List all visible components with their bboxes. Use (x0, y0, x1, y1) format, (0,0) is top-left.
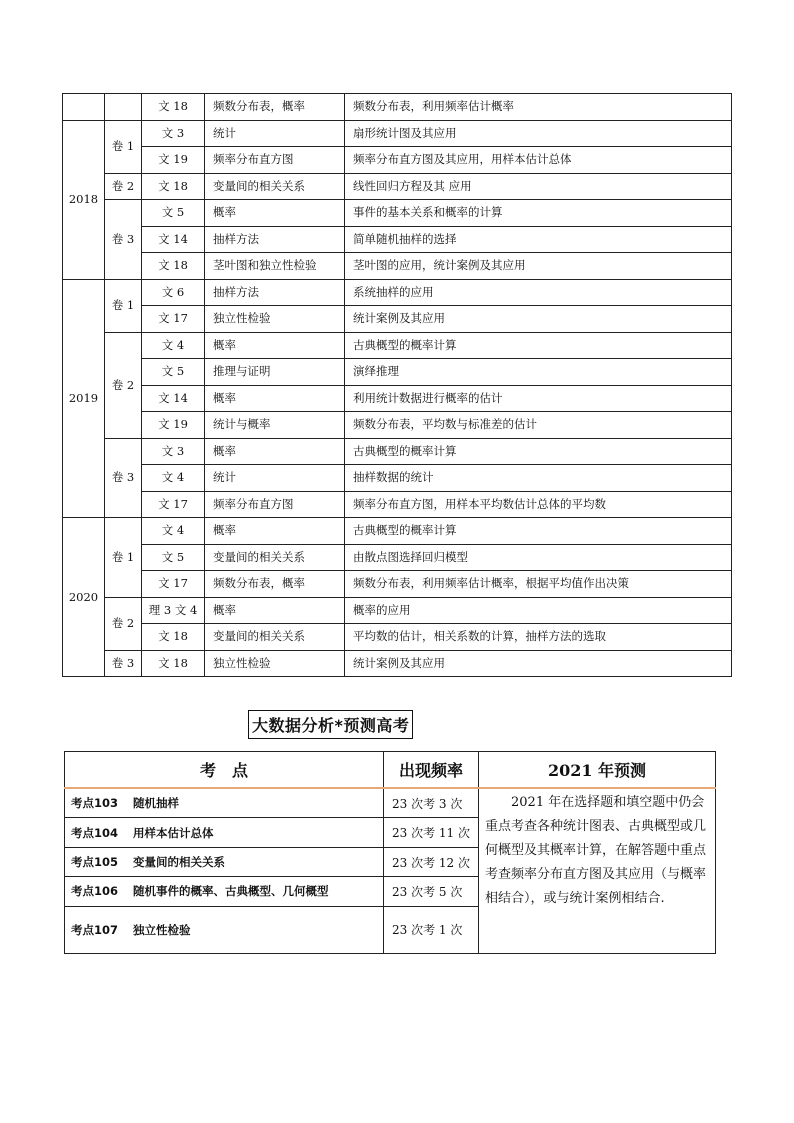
year-cell: 2018 (63, 120, 105, 279)
table-row (63, 465, 732, 492)
topic-cell: 变量间的相关关系 (205, 173, 345, 200)
table-row (63, 200, 732, 227)
paper-cell: 卷 3 (105, 200, 142, 280)
paper-cell: 卷 1 (105, 279, 142, 332)
question-cell: 文 3 (142, 438, 205, 465)
topic-cell: 概率 (205, 597, 345, 624)
topic-cell: 频率分布直方图 (205, 491, 345, 518)
header-prediction: 2021 年预测 (479, 752, 716, 789)
question-cell: 文 18 (142, 94, 205, 121)
forecast-table (64, 751, 716, 954)
content-cell: 抽样数据的统计 (345, 465, 732, 492)
paper-cell: 卷 2 (105, 597, 142, 650)
exam-history-table (62, 93, 732, 677)
frequency-cell: 23 次考 3 次 (384, 788, 479, 818)
content-cell: 系统抽样的应用 (345, 279, 732, 306)
frequency-cell: 23 次考 5 次 (384, 877, 479, 906)
table-row (63, 147, 732, 174)
table-row (63, 385, 732, 412)
topic-cell: 概率 (205, 518, 345, 545)
topic-cell: 统计与概率 (205, 412, 345, 439)
content-cell: 线性回归方程及其 应用 (345, 173, 732, 200)
question-cell: 文 6 (142, 279, 205, 306)
table-row (63, 491, 732, 518)
question-cell: 文 17 (142, 491, 205, 518)
content-cell: 古典概型的概率计算 (345, 518, 732, 545)
question-cell: 文 5 (142, 200, 205, 227)
question-cell: 文 5 (142, 359, 205, 386)
table-row (63, 624, 732, 651)
table-row (63, 518, 732, 545)
topic-cell: 变量间的相关关系 (205, 624, 345, 651)
question-cell: 文 18 (142, 624, 205, 651)
kaodian-name: 随机事件的概率、古典概型、几何概型 (133, 884, 329, 899)
content-cell: 古典概型的概率计算 (345, 438, 732, 465)
content-cell: 统计案例及其应用 (345, 650, 732, 677)
topic-cell: 统计 (205, 120, 345, 147)
topic-cell: 概率 (205, 332, 345, 359)
kaodian-code: 考点107 (71, 922, 119, 937)
topic-cell: 频数分布表，概率 (205, 94, 345, 121)
table-header-row (65, 752, 716, 789)
table-row (63, 332, 732, 359)
table-row (63, 412, 732, 439)
table-row (63, 120, 732, 147)
kaodian-name: 独立性检验 (133, 922, 191, 937)
year-cell: 2019 (63, 279, 105, 518)
content-cell: 频率分布直方图，用样本平均数估计总体的平均数 (345, 491, 732, 518)
question-cell: 文 5 (142, 544, 205, 571)
table-row (63, 279, 732, 306)
paper-cell: 卷 1 (105, 518, 142, 598)
content-cell: 概率的应用 (345, 597, 732, 624)
table-row (65, 788, 716, 818)
question-cell: 文 18 (142, 650, 205, 677)
topic-cell: 概率 (205, 438, 345, 465)
paper-cell: 卷 2 (105, 332, 142, 438)
kaodian-cell (65, 818, 384, 847)
content-cell: 频率分布直方图及其应用，用样本估计总体 (345, 147, 732, 174)
table-row (63, 544, 732, 571)
question-cell: 文 18 (142, 173, 205, 200)
question-cell: 文 4 (142, 465, 205, 492)
question-cell: 文 18 (142, 253, 205, 280)
question-cell: 文 17 (142, 306, 205, 333)
question-cell: 文 3 (142, 120, 205, 147)
content-cell: 茎叶图的应用，统计案例及其应用 (345, 253, 732, 280)
topic-cell: 统计 (205, 465, 345, 492)
content-cell: 由散点图选择回归模型 (345, 544, 732, 571)
kaodian-cell (65, 788, 384, 818)
topic-cell: 推理与证明 (205, 359, 345, 386)
paper-cell: 卷 3 (105, 650, 142, 677)
content-cell: 演绎推理 (345, 359, 732, 386)
content-cell: 频数分布表，利用频率估计概率，根据平均值作出决策 (345, 571, 732, 598)
topic-cell: 概率 (205, 385, 345, 412)
topic-cell: 频率分布直方图 (205, 147, 345, 174)
question-cell: 文 4 (142, 332, 205, 359)
kaodian-name: 用样本估计总体 (133, 825, 214, 840)
kaodian-cell (65, 877, 384, 906)
table-row (63, 650, 732, 677)
question-cell: 文 14 (142, 385, 205, 412)
kaodian-code: 考点103 (71, 796, 119, 811)
paper-cell (105, 94, 142, 121)
paper-cell: 卷 1 (105, 120, 142, 173)
content-cell: 事件的基本关系和概率的计算 (345, 200, 732, 227)
table-row (63, 94, 732, 121)
topic-cell: 独立性检验 (205, 306, 345, 333)
frequency-cell: 23 次考 11 次 (384, 818, 479, 847)
topic-cell: 频数分布表，概率 (205, 571, 345, 598)
topic-cell: 茎叶图和独立性检验 (205, 253, 345, 280)
content-cell: 频数分布表，平均数与标准差的估计 (345, 412, 732, 439)
header-frequency: 出现频率 (384, 752, 479, 789)
content-cell: 扇形统计图及其应用 (345, 120, 732, 147)
topic-cell: 变量间的相关关系 (205, 544, 345, 571)
content-cell: 古典概型的概率计算 (345, 332, 732, 359)
topic-cell: 独立性检验 (205, 650, 345, 677)
paper-cell: 卷 2 (105, 173, 142, 200)
frequency-cell: 23 次考 12 次 (384, 847, 479, 876)
header-kaodian: 考 点 (65, 752, 384, 789)
content-cell: 利用统计数据进行概率的估计 (345, 385, 732, 412)
kaodian-name: 随机抽样 (133, 796, 179, 811)
table-row (63, 571, 732, 598)
year-cell (63, 94, 105, 121)
question-cell: 文 17 (142, 571, 205, 598)
kaodian-cell (65, 906, 384, 953)
table-row (63, 359, 732, 386)
section-title: 大数据分析*预测高考 (248, 710, 413, 739)
kaodian-name: 变量间的相关关系 (133, 855, 225, 870)
table-row (63, 173, 732, 200)
table-row (63, 597, 732, 624)
content-cell: 简单随机抽样的选择 (345, 226, 732, 253)
question-cell: 文 19 (142, 412, 205, 439)
table-row (63, 438, 732, 465)
table-row (63, 306, 732, 333)
kaodian-cell (65, 847, 384, 876)
question-cell: 理 3 文 4 (142, 597, 205, 624)
topic-cell: 概率 (205, 200, 345, 227)
kaodian-code: 考点104 (71, 825, 119, 840)
question-cell: 文 4 (142, 518, 205, 545)
table-row (63, 226, 732, 253)
paper-cell: 卷 3 (105, 438, 142, 518)
kaodian-code: 考点105 (71, 855, 119, 870)
content-cell: 统计案例及其应用 (345, 306, 732, 333)
topic-cell: 抽样方法 (205, 226, 345, 253)
content-cell: 频数分布表，利用频率估计概率 (345, 94, 732, 121)
topic-cell: 抽样方法 (205, 279, 345, 306)
table-row (63, 253, 732, 280)
content-cell: 平均数的估计，相关系数的计算，抽样方法的选取 (345, 624, 732, 651)
kaodian-code: 考点106 (71, 884, 119, 899)
frequency-cell: 23 次考 1 次 (384, 906, 479, 953)
question-cell: 文 14 (142, 226, 205, 253)
question-cell: 文 19 (142, 147, 205, 174)
year-cell: 2020 (63, 518, 105, 677)
prediction-cell: 2021 年在选择题和填空题中仍会重点考查各种统计图表、古典概型或几何概型及其概率计算，在解答题中重点考查频率分布直方图及其应用（与概率相结合），或与统计案例相结合. (479, 788, 716, 954)
